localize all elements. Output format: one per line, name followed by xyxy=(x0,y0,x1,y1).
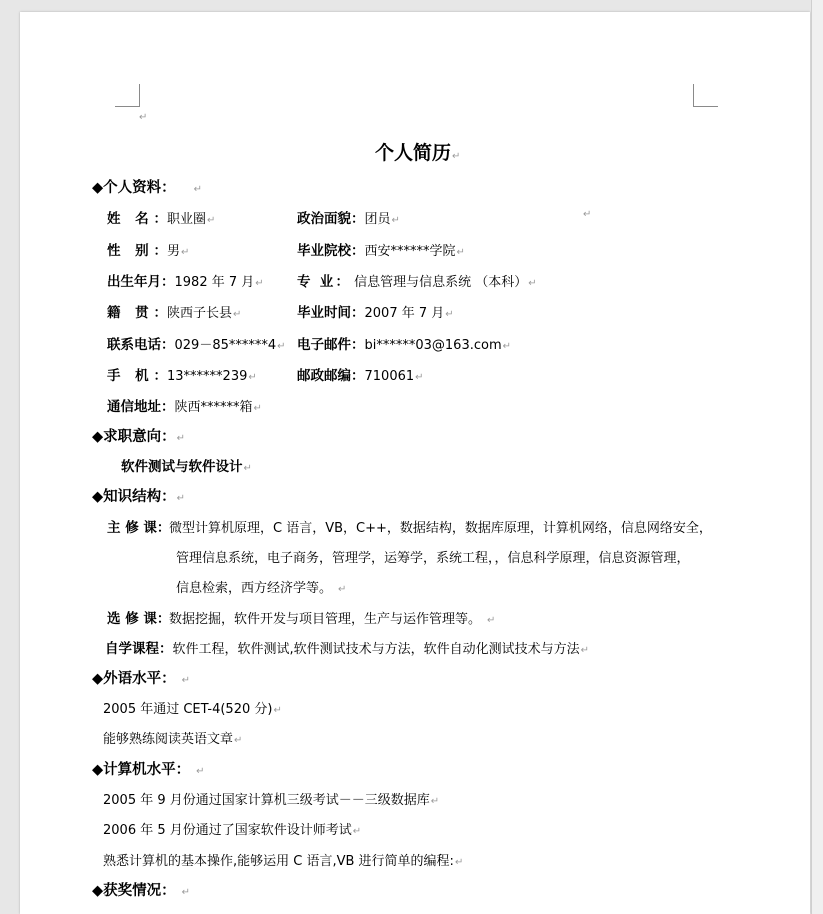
paragraph-mark: ↵ xyxy=(139,112,148,123)
field-label: 自学课程： xyxy=(105,641,173,657)
paragraph-mark: ↵ xyxy=(391,215,400,226)
language-text: 能够熟练阅读英语文章 xyxy=(103,732,234,747)
paragraph-mark: ↵ xyxy=(233,309,242,320)
elective-courses[interactable] xyxy=(107,607,495,627)
job-intent-value: 软件测试与软件设计 xyxy=(121,459,243,475)
field-origin[interactable] xyxy=(107,301,241,321)
section-heading-text: ◆获奖情况： xyxy=(92,883,176,899)
paragraph-mark: ↵ xyxy=(338,584,347,595)
paragraph-mark: ↵ xyxy=(181,887,191,898)
paragraph-mark: ↵ xyxy=(487,615,496,626)
paragraph-mark: ↵ xyxy=(583,209,592,220)
field-school[interactable] xyxy=(297,239,465,259)
field-value: 信息管理与信息系统 （本科） xyxy=(354,275,528,290)
major-courses[interactable] xyxy=(107,516,712,536)
field-value: 029－85******4 xyxy=(174,338,277,353)
language-line[interactable] xyxy=(103,698,282,717)
paragraph-mark: ↵ xyxy=(580,645,590,656)
field-mobile[interactable] xyxy=(107,364,257,384)
window-edge xyxy=(811,0,823,914)
field-label: 政治面貌： xyxy=(297,211,365,227)
field-label: 性 别： xyxy=(107,243,167,259)
field-name[interactable] xyxy=(107,207,215,227)
paragraph-mark: ↵ xyxy=(193,184,203,195)
field-label: 选 修 课： xyxy=(107,611,171,627)
field-address[interactable] xyxy=(107,395,262,415)
crop-mark-top-right xyxy=(693,84,718,107)
section-heading-text: ◆求职意向： xyxy=(92,429,176,445)
computer-text: 2005 年 9 月份通过国家计算机三级考试－－三级数据库 xyxy=(103,793,430,808)
major-courses-line: 微型计算机原理，C 语言，VB，C++，数据结构，数据库原理，计算机网络，信息网络安全， xyxy=(169,521,712,536)
language-line[interactable] xyxy=(103,728,242,747)
field-label: 籍 贯： xyxy=(107,305,167,321)
paragraph-mark: ↵ xyxy=(181,247,190,258)
paragraph-mark: ↵ xyxy=(273,705,282,716)
field-label: 出生年月： xyxy=(107,274,175,290)
paragraph-mark: ↵ xyxy=(528,278,537,289)
computer-line[interactable] xyxy=(103,850,463,869)
major-courses-line[interactable] xyxy=(176,577,346,596)
major-courses-text: 管理信息系统，电子商务，管理学，运筹学，系统工程，，信息科学原理，信息资源管理， xyxy=(176,551,690,566)
major-courses-line[interactable] xyxy=(176,547,690,566)
field-value: 数据挖掘，软件开发与项目管理，生产与运作管理等。 xyxy=(169,612,482,627)
paragraph-mark: ↵ xyxy=(352,826,362,837)
computer-line[interactable] xyxy=(103,789,439,808)
field-label: 手 机： xyxy=(107,368,167,384)
language-text: 2005 年通过 CET-4(520 分) xyxy=(103,702,273,717)
field-label: 专 业： xyxy=(297,274,349,290)
paragraph-mark: ↵ xyxy=(243,463,252,474)
field-postcode[interactable] xyxy=(297,364,424,384)
field-value: 职业圈 xyxy=(167,212,207,227)
section-heading-text: ◆外语水平： xyxy=(92,671,176,687)
field-label: 毕业时间： xyxy=(297,305,365,321)
field-label: 电子邮件： xyxy=(297,337,365,353)
field-major[interactable] xyxy=(297,270,537,290)
job-intent-text[interactable] xyxy=(121,455,252,475)
field-value: 1982 年 7 月 xyxy=(174,275,255,290)
section-heading-intent[interactable] xyxy=(92,425,185,446)
field-value: bi******03@163.com xyxy=(364,338,502,353)
paragraph-mark: ↵ xyxy=(207,215,216,226)
paragraph-mark: ↵ xyxy=(253,403,262,414)
computer-text: 熟悉计算机的基本操作,能够运用 C 语言,VB 进行简单的编程: xyxy=(103,854,454,869)
section-heading-computer[interactable] xyxy=(92,758,205,779)
paragraph-mark: ↵ xyxy=(176,433,186,444)
field-label: 通信地址： xyxy=(107,399,175,415)
computer-line[interactable] xyxy=(103,819,361,838)
field-email[interactable] xyxy=(297,333,511,353)
paragraph-mark: ↵ xyxy=(502,341,512,352)
section-heading-text: ◆计算机水平： xyxy=(92,762,191,778)
field-value: 陕西子长县 xyxy=(167,306,233,321)
paragraph-mark: ↵ xyxy=(452,151,461,162)
field-value: 软件工程，软件测试,软件测试技术与方法，软件自动化测试技术与方法 xyxy=(172,642,580,657)
field-birth[interactable] xyxy=(107,270,264,290)
section-heading-text: ◆知识结构： xyxy=(92,489,176,505)
paragraph-mark: ↵ xyxy=(454,857,464,868)
field-value: 团员 xyxy=(364,212,391,227)
field-value: 710061 xyxy=(364,369,415,384)
page-title[interactable] xyxy=(375,138,460,165)
paragraph-mark: ↵ xyxy=(176,493,186,504)
section-heading-awards[interactable] xyxy=(92,879,190,900)
field-value: 西安******学院 xyxy=(364,244,456,259)
paragraph-mark: ↵ xyxy=(430,796,440,807)
section-heading-text: ◆个人资料： xyxy=(92,180,176,196)
paragraph-mark: ↵ xyxy=(181,675,191,686)
self-study-courses[interactable] xyxy=(105,637,589,657)
field-value: 2007 年 7 月 xyxy=(364,306,445,321)
page-title-text: 个人简历 xyxy=(375,142,452,164)
section-heading-language[interactable] xyxy=(92,667,190,688)
field-label: 毕业院校： xyxy=(297,243,365,259)
paragraph-mark: ↵ xyxy=(415,372,424,383)
field-gender[interactable] xyxy=(107,239,189,259)
section-heading-personal[interactable] xyxy=(92,176,202,197)
paragraph-mark: ↵ xyxy=(234,735,243,746)
paragraph-mark: ↵ xyxy=(456,247,465,258)
field-label: 联系电话： xyxy=(107,337,175,353)
field-label: 邮政邮编： xyxy=(297,368,365,384)
paragraph-mark: ↵ xyxy=(445,309,454,320)
paragraph-mark: ↵ xyxy=(255,278,264,289)
major-courses-text: 信息检索，西方经济学等。 xyxy=(176,581,333,596)
field-label: 主 修 课： xyxy=(107,520,171,536)
field-political[interactable] xyxy=(297,207,400,227)
computer-text: 2006 年 5 月份通过了国家软件设计师考试 xyxy=(103,823,352,838)
crop-mark-top-left xyxy=(115,84,140,107)
paragraph-mark: ↵ xyxy=(196,766,205,777)
field-value: 13******239 xyxy=(167,369,248,384)
field-phone[interactable] xyxy=(107,333,286,353)
field-value: 男 xyxy=(167,244,181,259)
field-label: 姓 名： xyxy=(107,211,167,227)
field-grad-time[interactable] xyxy=(297,301,454,321)
field-value: 陕西******箱 xyxy=(174,400,253,415)
paragraph-mark: ↵ xyxy=(248,372,257,383)
paragraph-mark: ↵ xyxy=(277,341,286,352)
section-heading-knowledge[interactable] xyxy=(92,485,185,506)
